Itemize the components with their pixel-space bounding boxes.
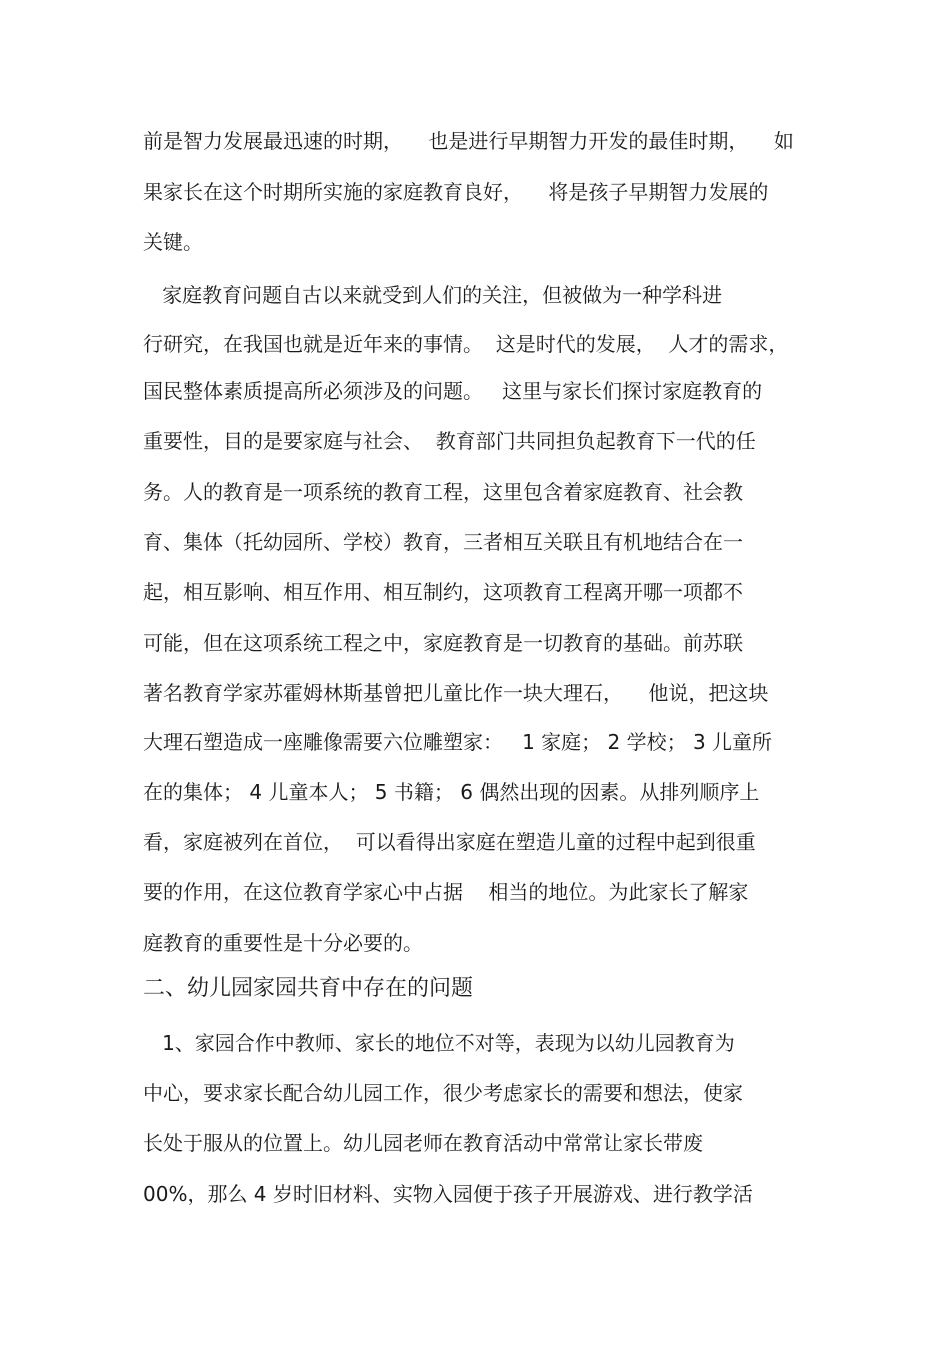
text-line-6: 国民整体素质提高所必须涉及的问题。 这里与家长们探讨家庭教育的: [143, 379, 763, 403]
text-line-3: 关键。: [143, 230, 203, 254]
text-line-14: 在的集体； 4 儿童本人； 5 书籍； 6 偶然出现的因素。从排列顺序上: [143, 780, 760, 804]
section-line-1: 1、家园合作中教师、家长的地位不对等，表现为以幼儿园教育为: [143, 1031, 735, 1055]
text-line-11: 可能，但在这项系统工程之中，家庭教育是一切教育的基础。前苏联: [143, 631, 743, 655]
text-line-9: 育、集体（托幼园所、学校）教育，三者相互关联且有机地结合在一: [143, 530, 743, 554]
text-line-17: 庭教育的重要性是十分必要的。: [143, 931, 423, 955]
text-line-16: 要的作用，在这位教育学家心中占据 相当的地位。为此家长了解家: [143, 880, 749, 904]
text-line-12: 著名教育学家苏霍姆林斯基曾把儿童比作一块大理石， 他说，把这块: [143, 681, 769, 705]
text-line-2: 果家长在这个时期所实施的家庭教育良好， 将是孩子早期智力发展的: [143, 180, 769, 204]
text-line-4: 家庭教育问题自古以来就受到人们的关注，但被做为一种学科进: [143, 283, 723, 307]
text-line-13: 大理石塑造成一座雕像需要六位雕塑家： 1 家庭； 2 学校； 3 儿童所: [143, 730, 773, 754]
text-line-10: 起，相互影响、相互作用、相互制约，这项教育工程离开哪一项都不: [143, 580, 743, 604]
text-line-1: 前是智力发展最迅速的时期， 也是进行早期智力开发的最佳时期， 如: [143, 129, 794, 153]
section-line-2: 中心，要求家长配合幼儿园工作，很少考虑家长的需要和想法，使家: [143, 1081, 743, 1105]
section-line-4: 00%，那么 4 岁时旧材料、实物入园便于孩子开展游戏、进行教学活: [143, 1182, 753, 1206]
text-line-8: 务。人的教育是一项系统的教育工程，这里包含着家庭教育、社会教: [143, 480, 743, 504]
section-heading: 二、幼儿园家园共育中存在的问题: [143, 976, 474, 1001]
text-line-7: 重要性，目的是要家庭与社会、 教育部门共同担负起教育下一代的任: [143, 429, 756, 453]
text-line-5: 行研究，在我国也就是近年来的事情。 这是时代的发展， 人才的需求，: [143, 332, 789, 356]
section-line-3: 长处于服从的位置上。幼儿园老师在教育活动中常常让家长带废: [143, 1131, 703, 1155]
text-line-15: 看，家庭被列在首位， 可以看得出家庭在塑造儿童的过程中起到很重: [143, 830, 756, 854]
